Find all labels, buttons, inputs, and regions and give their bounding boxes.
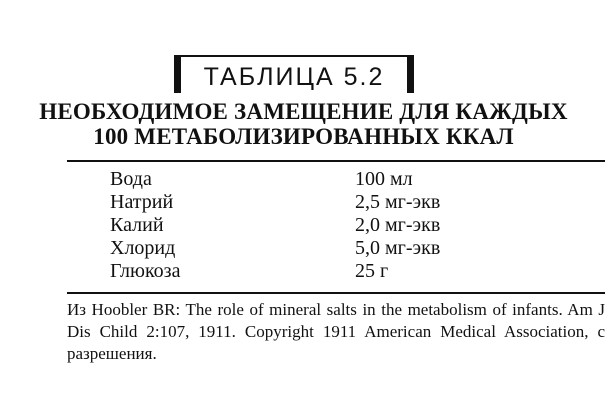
row-name: Вода xyxy=(110,168,152,190)
row-value: 2,0 мг-экв xyxy=(355,214,441,236)
table-bottom-rule xyxy=(67,292,605,294)
table-source-note: Из Hoobler BR: The role of mineral salts in the metabolism of infants. Am J Dis Child 2:107, 1911. Copyright 1911 American Medical Association, с разрешения. xyxy=(67,300,605,363)
row-name: Хлорид xyxy=(110,237,176,259)
table-label: ТАБЛИЦА 5.2 xyxy=(203,63,385,91)
row-value: 25 г xyxy=(355,260,389,282)
table-row xyxy=(0,237,607,260)
table-title-line-1: НЕОБХОДИМОЕ ЗАМЕЩЕНИЕ ДЛЯ КАЖДЫХ xyxy=(39,99,568,124)
table-row xyxy=(0,214,607,237)
row-name: Глюкоза xyxy=(110,260,181,282)
row-value: 5,0 мг-экв xyxy=(355,237,441,259)
table-row xyxy=(0,260,607,283)
table-label-box xyxy=(174,51,414,95)
row-value: 2,5 мг-экв xyxy=(355,191,441,213)
row-name: Натрий xyxy=(110,191,174,213)
table-title-line-2: 100 МЕТАБОЛИЗИРОВАННЫХ ККАЛ xyxy=(93,124,514,149)
table-row xyxy=(0,191,607,214)
table-row xyxy=(0,168,607,191)
table-top-rule xyxy=(67,160,605,162)
label-top-rule xyxy=(174,55,414,57)
table-body xyxy=(0,168,607,283)
row-value: 100 мл xyxy=(355,168,413,190)
row-name: Калий xyxy=(110,214,164,236)
